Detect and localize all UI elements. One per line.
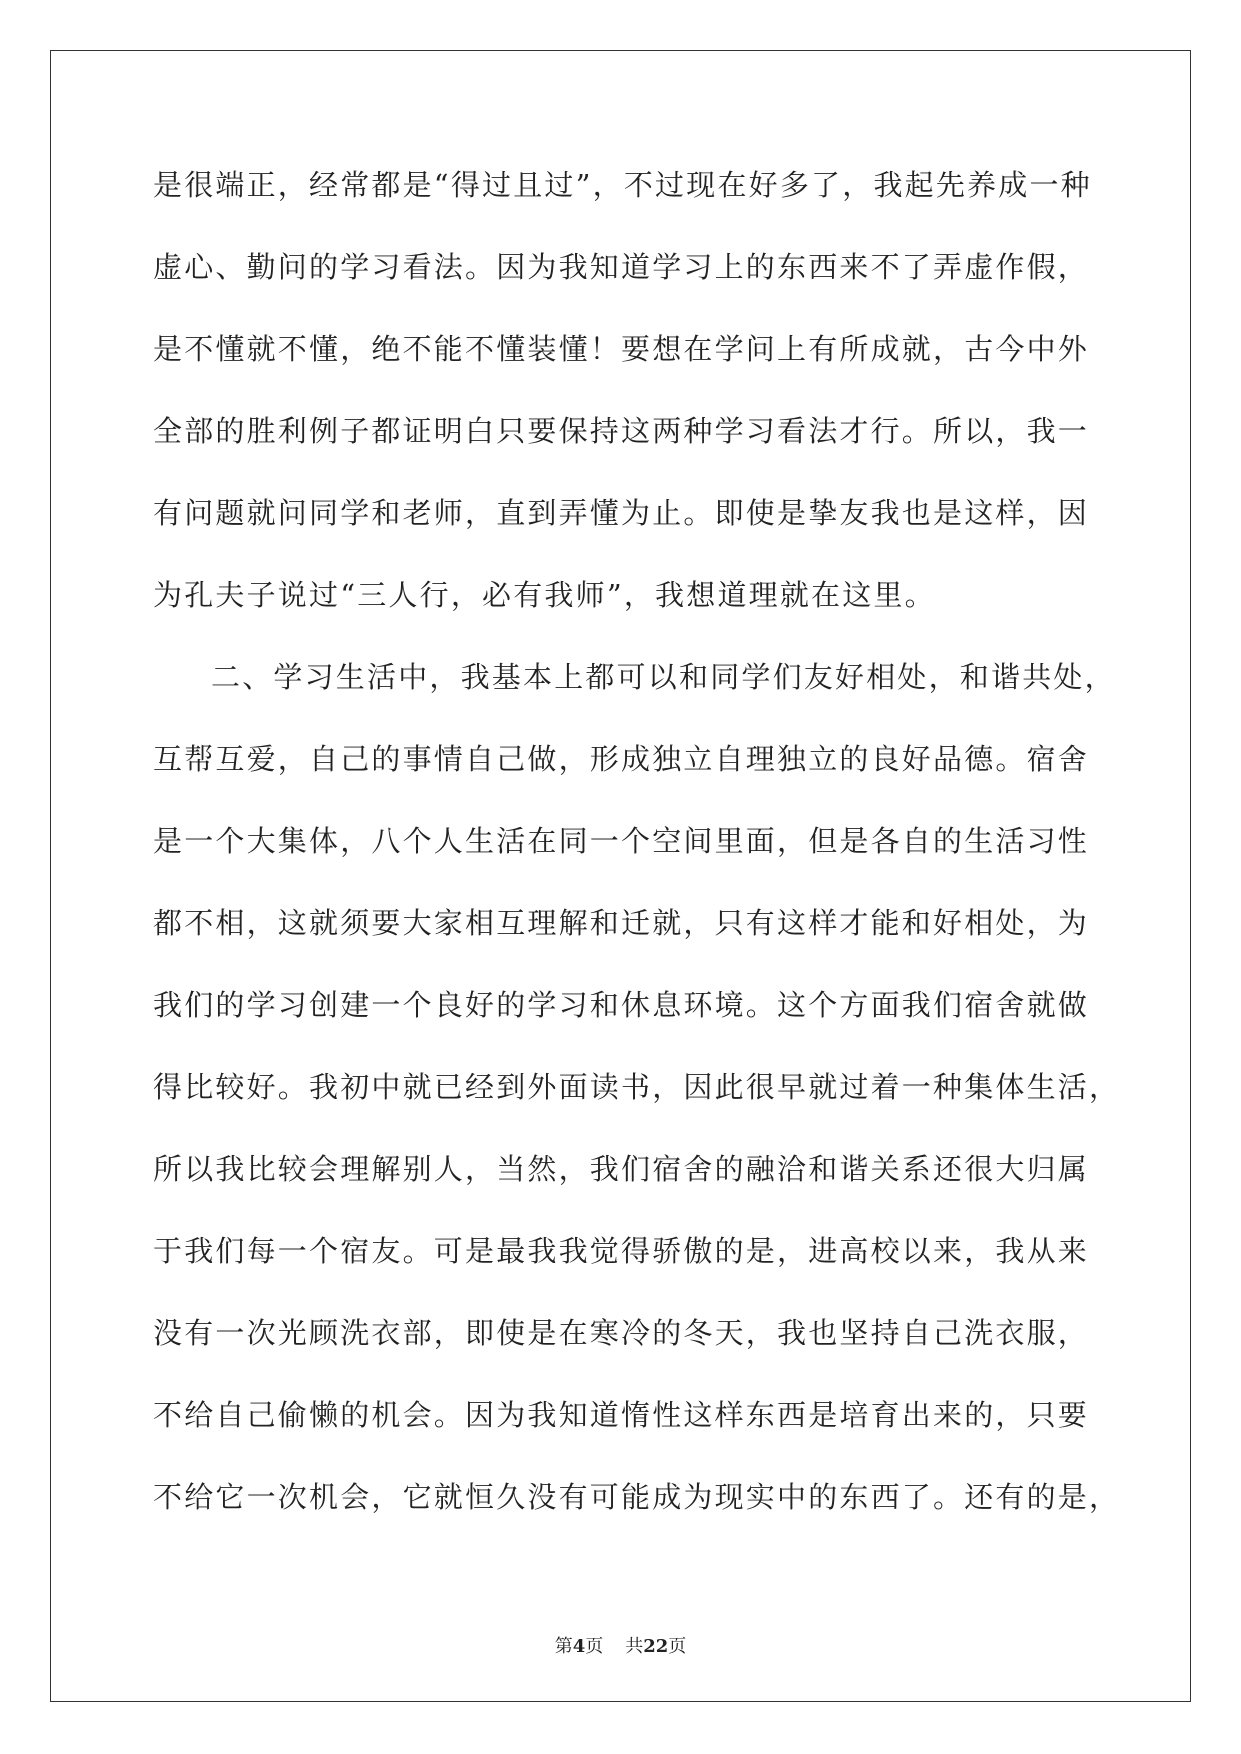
paragraph-start-line: 二、学习生活中，我基本上都可以和同学们友好相处，和谐共处， [211,660,1116,694]
text-line: 我们的学习创建一个良好的学习和休息环境。这个方面我们宿舍就做 [153,988,1090,1022]
total-suffix: 页 [668,1636,687,1657]
total-prefix: 共 [625,1636,644,1657]
text-line: 全部的胜利例子都证明白只要保持这两种学习看法才行。所以，我一 [153,414,1090,448]
text-line: 得比较好。我初中就已经到外面读书，因此很早就过着一种集体生活， [153,1070,1121,1104]
text-line: 是很端正，经常都是“得过且过”，不过现在好多了，我起先养成一种 [153,168,1092,202]
text-line: 是不懂就不懂，绝不能不懂装懂！要想在学问上有所成就，古今中外 [153,332,1090,366]
text-line: 于我们每一个宿友。可是最我我觉得骄傲的是，进高校以来，我从来 [153,1234,1090,1268]
text-line: 互帮互爱，自己的事情自己做，形成独立自理独立的良好品德。宿舍 [153,742,1090,776]
page-footer [0,1632,1241,1658]
text-line: 都不相，这就须要大家相互理解和迁就，只有这样才能和好相处，为 [153,906,1090,940]
page-prefix: 第 [554,1636,573,1657]
page-suffix: 页 [585,1636,604,1657]
text-line: 为孔夫子说过“三人行，必有我师”，我想道理就在这里。 [153,578,936,612]
text-line: 虚心、勤问的学习看法。因为我知道学习上的东西来不了弄虚作假， [153,250,1090,284]
text-line: 所以我比较会理解别人，当然，我们宿舍的融洽和谐关系还很大归属 [153,1152,1090,1186]
text-line: 不给自己偷懒的机会。因为我知道惰性这样东西是培育出来的，只要 [153,1398,1090,1432]
text-line: 有问题就问同学和老师，直到弄懂为止。即使是挚友我也是这样，因 [153,496,1090,530]
total-pages: 22 [643,1636,669,1657]
text-line: 没有一次光顾洗衣部，即使是在寒冷的冬天，我也坚持自己洗衣服， [153,1316,1090,1350]
document-body [153,165,1121,1559]
page-number: 4 [572,1636,586,1657]
text-line: 不给它一次机会，它就恒久没有可能成为现实中的东西了。还有的是， [153,1480,1121,1514]
text-line: 是一个大集体，八个人生活在同一个空间里面，但是各自的生活习性 [153,824,1090,858]
